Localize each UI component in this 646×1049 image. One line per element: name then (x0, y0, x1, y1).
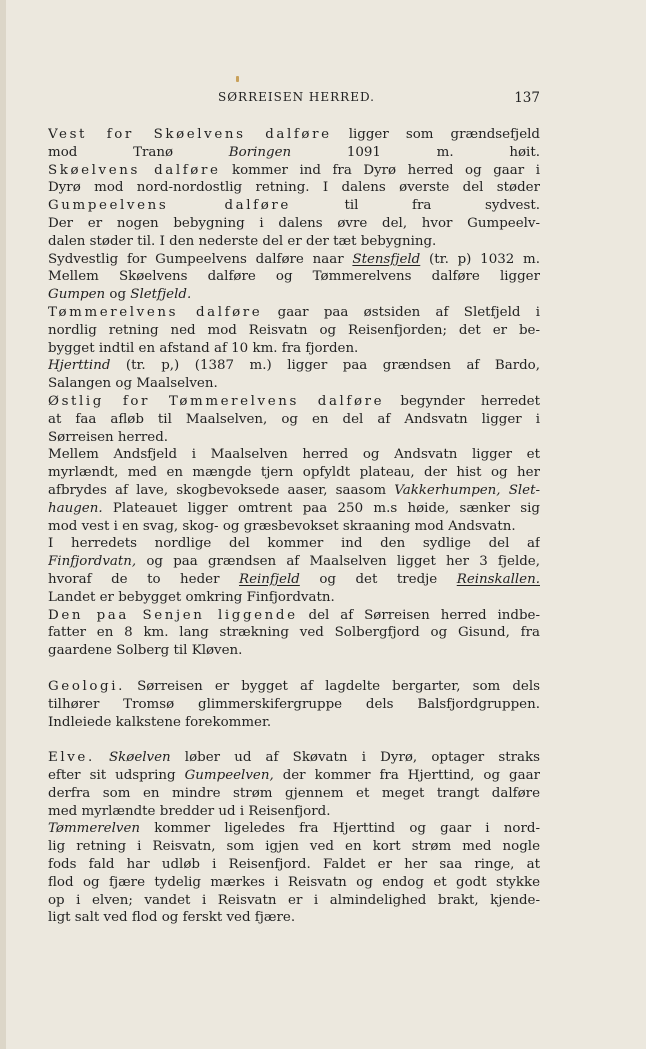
text-run: tilhører Tromsø glimmerskifergruppe dels Balsfjordgruppen. (48, 696, 540, 712)
text-line (48, 375, 540, 393)
text-run: (tr. p,) (1387 m.) ligger paa grændsen af Bardo, (110, 358, 540, 374)
text-line (48, 393, 540, 411)
text-run: løber ud af Skøvatn i Dyrø, optager straks (170, 750, 540, 766)
text-run: Hjerttind (48, 358, 111, 374)
text-line (48, 411, 540, 429)
text-run: Reinskallen. (456, 571, 540, 587)
text-run: Vakkerhumpen, Slet- (394, 482, 540, 498)
text-line (48, 322, 540, 340)
text-run: Salangen og Maalselven. (48, 376, 218, 392)
text-run: efter sit udspring (48, 768, 185, 784)
text-line (48, 714, 540, 732)
text-run: at faa afløb til Maalselven, og en del af Andsvatn ligger i (48, 411, 540, 427)
text-line (48, 589, 540, 607)
text-run: Sletfjeld. (130, 287, 192, 303)
text-run: nordlig retning ned mod Reisvatn og Reisenfjorden; det er be- (48, 322, 540, 338)
text-line (48, 892, 540, 910)
text-line (48, 179, 540, 197)
text-run: Stensfjeld (352, 251, 421, 267)
text-run: Tømmerelven (48, 821, 140, 837)
text-line (48, 642, 540, 660)
text-run: Boringen (228, 144, 292, 160)
text-line (48, 909, 540, 927)
text-line (48, 624, 540, 642)
text-run: Mellem Skøelvens dalføre og Tømmerelvens dalføre ligger (48, 269, 540, 285)
text-run: der kommer fra Hjerttind, og gaar (273, 768, 540, 784)
text-run: lig retning i Reisvatn, som igjen ved en kort strøm med nogle (48, 839, 540, 855)
text-line (48, 678, 540, 696)
text-line (48, 856, 540, 874)
text-line (48, 162, 540, 180)
text-line (48, 251, 540, 269)
body-text (48, 126, 540, 927)
text-run: begynder herredet (384, 393, 540, 409)
text-run: med myrlændte bredder ud i Reisenfjord. (48, 803, 331, 819)
text-line (48, 482, 540, 500)
text-run: Sørreisen herred. (48, 429, 169, 445)
text-line (48, 874, 540, 892)
text-run: Skøelven (108, 750, 171, 766)
paragraph-gap (48, 660, 540, 678)
header-title: SØRREISEN HERRED. (218, 90, 375, 104)
text-line (48, 464, 540, 482)
text-line (48, 429, 540, 447)
text-line (48, 233, 540, 251)
text-run: Elve. (48, 750, 95, 766)
text-line (48, 268, 540, 286)
text-line (48, 785, 540, 803)
text-run: 1091 m. høit. (291, 144, 540, 160)
text-run: hvoraf de to heder (48, 571, 240, 587)
text-run: og det tredje (299, 571, 457, 587)
text-run: derfra som en mindre strøm gjennem et meget trangt dalføre (48, 785, 540, 801)
text-run: mod vest i en svag, skog- og græsbevokset skraaning mod Andsvatn. (48, 518, 516, 534)
text-run: kommer ind fra Dyrø herred og gaar i (220, 162, 540, 178)
text-run: (tr. p) 1032 m. (420, 251, 540, 267)
text-run: afbrydes af lave, skogbevoksede aaser, saasom (48, 482, 395, 498)
text-run: del af Sørreisen herred indbe- (297, 607, 540, 623)
text-run: Skøelvens dalføre (48, 162, 221, 178)
text-run: myrlændt, med en mængde tjern opfyldt plateau, der hist og her (48, 465, 540, 481)
text-line (48, 696, 540, 714)
text-line (48, 607, 540, 625)
text-run: og (105, 287, 131, 303)
text-run: fatter en 8 km. lang strækning ved Solbergfjord og Gisund, fra (48, 625, 540, 641)
text-run: Landet er bebygget omkring Finfjordvatn. (48, 589, 335, 605)
text-run: Gumpeelvens dalføre (48, 198, 291, 214)
text-run: haugen. (48, 500, 103, 516)
text-line (48, 126, 540, 144)
text-run: bygget indtil en afstand af 10 km. fra fjorden. (48, 340, 359, 356)
text-run: Plateauet ligger omtrent paa 250 m.s høide, sænker sig (102, 500, 540, 516)
text-line (48, 553, 540, 571)
text-run: gaar paa østsiden af Sletfjeld i (262, 304, 540, 320)
text-run: Reinfjeld (239, 571, 300, 587)
text-run (95, 750, 109, 765)
page-edge (0, 0, 6, 1049)
text-line (48, 571, 540, 589)
text-run: Østlig for Tømmerelvens dalføre (48, 393, 385, 409)
text-line (48, 286, 540, 304)
text-run: til fra sydvest. (290, 198, 540, 214)
text-run: flod og fjære tydelig mærkes i Reisvatn og endog et godt stykke (48, 874, 540, 890)
text-run: Tømmerelvens dalføre (48, 304, 263, 320)
text-line (48, 215, 540, 233)
text-run: gaardene Solberg til Kløven. (48, 643, 243, 659)
text-line (48, 803, 540, 821)
text-run: Gumpen (48, 287, 106, 303)
text-run: Geologi. (48, 678, 125, 694)
text-run: mod Tranø (48, 144, 229, 160)
text-run: og paa grændsen af Maalselven ligget her 3 fjelde, (136, 554, 540, 570)
text-line (48, 500, 540, 518)
text-line (48, 838, 540, 856)
running-header (48, 90, 540, 110)
text-line (48, 304, 540, 322)
text-line (48, 820, 540, 838)
text-run: dalen støder til. I den nederste del er der tæt bebygning. (48, 233, 437, 249)
page-number: 137 (514, 90, 540, 106)
text-run: Finfjordvatn, (48, 554, 137, 570)
text-line (48, 518, 540, 536)
text-line (48, 197, 540, 215)
text-run: Vest for Skøelvens dalføre (48, 127, 332, 142)
text-run: ligt salt ved flod og ferskt ved fjære. (48, 910, 296, 926)
text-line (48, 535, 540, 553)
ink-mark (236, 76, 239, 82)
text-run: fods fald har udløb i Reisenfjord. Faldet er her saa ringe, at (48, 857, 540, 873)
text-run: Dyrø mod nord-nordostlig retning. I dalens øverste del støder (48, 180, 540, 196)
text-line (48, 357, 540, 375)
paragraph-gap (48, 731, 540, 749)
text-run: Indleiede kalkstene forekommer. (48, 714, 272, 730)
text-run: op i elven; vandet i Reisvatn er i almindelighed brakt, kjende- (48, 892, 540, 908)
text-run: kommer ligeledes fra Hjerttind og gaar i nord- (140, 821, 540, 837)
text-run: Sydvestlig for Gumpeelvens dalføre naar (48, 251, 353, 267)
text-run: ligger som grændsefjeld (331, 127, 540, 142)
text-run: Mellem Andsfjeld i Maalselven herred og Andsvatn ligger et (48, 447, 540, 463)
text-line (48, 749, 540, 767)
text-run: Den paa Senjen liggende (48, 607, 298, 623)
text-run: Gumpeelven, (184, 768, 274, 784)
text-run: Der er nogen bebygning i dalens øvre del, hvor Gumpeelv- (48, 215, 540, 231)
text-run: Sørreisen er bygget af lagdelte bergarter, som dels (124, 678, 540, 694)
text-line (48, 144, 540, 162)
text-line (48, 340, 540, 358)
text-line (48, 446, 540, 464)
text-run: I herredets nordlige del kommer ind den sydlige del af (48, 536, 540, 552)
text-line (48, 767, 540, 785)
